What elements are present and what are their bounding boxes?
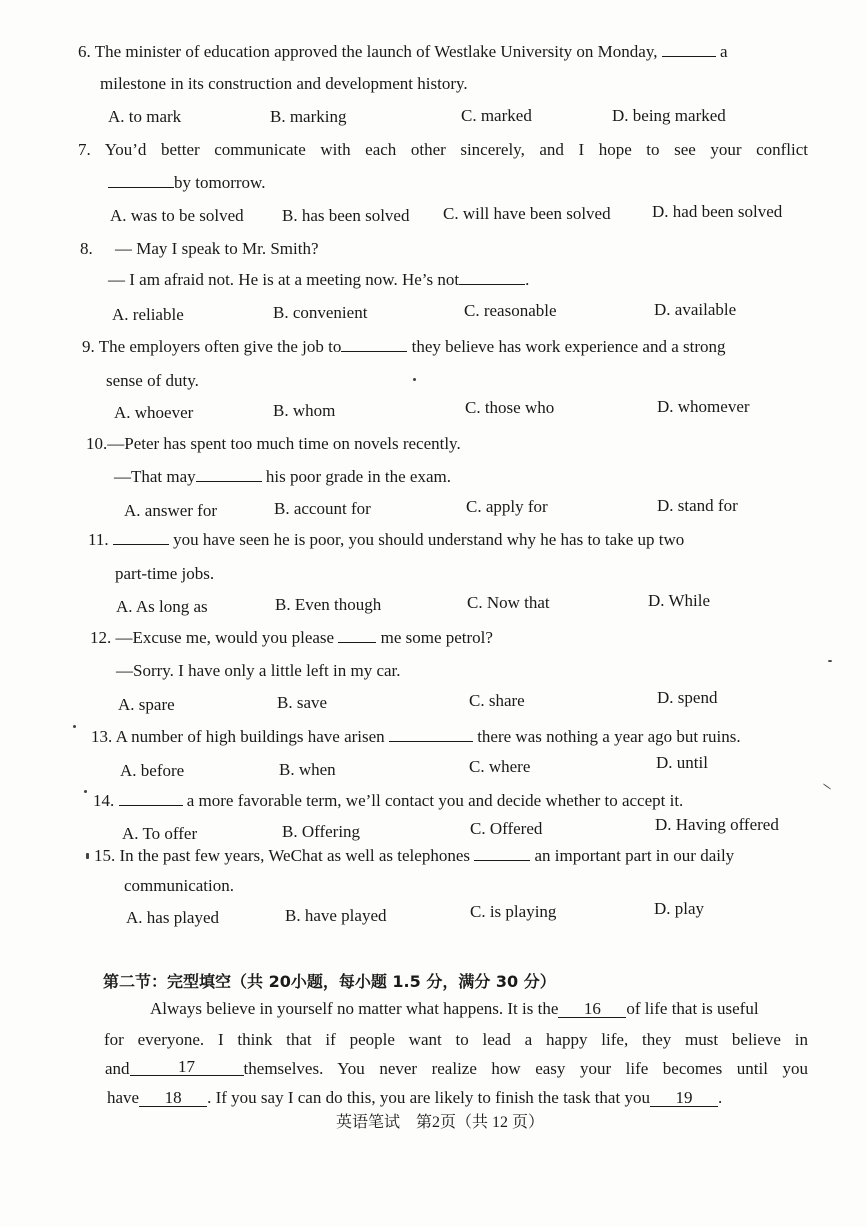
option-c: C. marked <box>461 106 532 125</box>
question-9-line-1 <box>82 337 726 357</box>
option-d: D. stand for <box>657 496 738 515</box>
question-stem: by tomorrow. <box>174 173 266 192</box>
option-d: D. Having offered <box>655 815 779 834</box>
answer-blank <box>108 173 174 188</box>
option-d: D. While <box>648 591 711 610</box>
option-d: D. being marked <box>612 106 726 125</box>
cloze-line-4 <box>107 1088 722 1108</box>
cloze-text: of life that is useful <box>626 999 759 1018</box>
cloze-blank-16: 16 <box>558 1001 626 1018</box>
question-6-line-1 <box>78 42 728 62</box>
cloze-line-1 <box>150 999 759 1019</box>
option-a: A. reliable <box>112 305 184 324</box>
option-a: A. to mark <box>108 107 182 126</box>
cloze-blank-17: 17 <box>130 1059 244 1076</box>
question-number: 7. <box>78 140 91 159</box>
punctuation: . <box>525 270 530 289</box>
option-a: A. was to be solved <box>110 206 244 225</box>
question-13-line-1 <box>91 727 741 747</box>
option-a: A. before <box>120 761 185 780</box>
question-11-line-1 <box>88 530 684 550</box>
scan-speck <box>86 853 89 859</box>
cloze-text: themselves. You never realize how easy your life becomes until you <box>243 1059 808 1078</box>
question-stem: they believe has work experience and a strong <box>411 337 726 356</box>
question-11-line-2: part-time jobs. <box>115 564 215 583</box>
question-number: 10. <box>86 434 108 453</box>
cloze-blank-18: 18 <box>139 1090 207 1107</box>
question-stem: —Peter has spent too much time on novels recently. <box>107 434 461 453</box>
answer-blank <box>474 846 530 861</box>
option-b: B. save <box>277 693 328 712</box>
question-10-line-1 <box>86 434 461 454</box>
question-stem: his poor grade in the exam. <box>265 467 451 486</box>
option-c: C. will have been solved <box>443 204 611 223</box>
question-number: 11. <box>88 530 109 549</box>
question-7-line-1 <box>78 140 808 160</box>
question-stem: — May I speak to Mr. Smith? <box>115 239 319 258</box>
option-a: A. To offer <box>122 824 198 843</box>
question-number: 14. <box>93 791 115 810</box>
cloze-text: have <box>107 1088 140 1107</box>
question-stem: The minister of education approved the launch of Westlake University on Monday, <box>94 42 658 61</box>
question-15-line-1 <box>94 846 734 866</box>
cloze-line-3 <box>105 1059 808 1079</box>
option-d: D. whomever <box>657 397 750 416</box>
page-footer: 英语笔试 第2页（共 12 页） <box>336 1114 545 1131</box>
scan-speck <box>828 660 832 662</box>
answer-blank <box>389 727 473 742</box>
question-14-line-1 <box>93 791 683 811</box>
question-8-line-1 <box>80 239 319 259</box>
question-stem: —That may <box>114 467 196 486</box>
option-c: C. reasonable <box>464 301 557 320</box>
question-stem: a more favorable term, we’ll contact you and decide whether to accept it. <box>186 791 684 810</box>
option-c: C. share <box>469 691 525 710</box>
option-b: B. have played <box>285 906 387 925</box>
cloze-text: . If you say I can do this, you are likely to finish the task that you <box>207 1088 650 1107</box>
answer-blank <box>338 628 376 643</box>
punctuation: . <box>717 1088 723 1107</box>
question-stem: A number of high buildings have arisen <box>115 727 385 746</box>
option-b: B. when <box>279 760 336 779</box>
question-stem: — I am afraid not. He is at a meeting now. He’s not <box>108 270 460 289</box>
answer-blank <box>662 42 716 57</box>
question-stem: there was nothing a year ago but ruins. <box>477 727 741 746</box>
cloze-text: and <box>105 1059 130 1078</box>
option-d: D. had been solved <box>652 202 783 221</box>
answer-blank <box>341 337 407 352</box>
cloze-text: Always believe in yourself no matter what happens. It is the <box>150 999 559 1018</box>
option-b: B. has been solved <box>282 206 410 225</box>
option-b: B. Offering <box>282 822 361 841</box>
answer-blank <box>196 467 262 482</box>
option-a: A. whoever <box>114 403 194 422</box>
option-b: B. convenient <box>273 303 368 322</box>
question-12-line-1 <box>90 628 493 648</box>
option-a: A. spare <box>118 695 175 714</box>
scan-speck <box>823 783 832 790</box>
option-d: D. spend <box>657 688 718 707</box>
option-d: D. available <box>654 300 737 319</box>
option-d: D. play <box>654 899 705 918</box>
option-b: B. account for <box>274 499 371 518</box>
option-a: A. has played <box>126 908 220 927</box>
answer-blank <box>113 530 169 545</box>
question-stem: a <box>720 42 728 61</box>
question-number: 9. <box>82 337 95 356</box>
question-number: 8. <box>80 239 93 258</box>
option-c: C. Offered <box>470 819 543 838</box>
option-c: C. where <box>469 757 531 776</box>
question-6-line-2: milestone in its construction and development history. <box>100 74 468 93</box>
option-c: C. is playing <box>470 902 557 921</box>
question-number: 15. <box>94 846 116 865</box>
option-a: A. As long as <box>116 597 208 616</box>
question-9-line-2: sense of duty. <box>106 371 199 390</box>
cloze-blank-19: 19 <box>650 1090 718 1107</box>
question-stem: you have seen he is poor, you should understand why he has to take up two <box>173 530 685 549</box>
answer-blank <box>119 791 183 806</box>
option-c: C. apply for <box>466 497 548 516</box>
question-stem: me some petrol? <box>380 628 493 647</box>
question-stem: —Excuse me, would you please <box>115 628 335 647</box>
section-title: 第二节：完型填空（共 20小题，每小题 1.5 分，满分 30 分） <box>103 972 556 991</box>
scan-speck <box>413 378 416 381</box>
question-15-line-2: communication. <box>124 876 235 895</box>
option-a: A. answer for <box>124 501 217 520</box>
question-number: 13. <box>91 727 113 746</box>
question-stem: an important part in our daily <box>534 846 735 865</box>
question-stem: You’d better communicate with each other sincerely, and I hope to see your conflict <box>104 140 808 159</box>
question-number: 12. <box>90 628 112 647</box>
question-12-line-2: —Sorry. I have only a little left in my car. <box>116 661 401 680</box>
answer-blank <box>459 270 525 285</box>
option-b: B. Even though <box>275 595 382 614</box>
question-stem: In the past few years, WeChat as well as telephones <box>119 846 470 865</box>
question-stem: The employers often give the job to <box>98 337 342 356</box>
option-d: D. until <box>656 753 708 772</box>
scan-speck <box>84 790 87 793</box>
option-c: C. those who <box>465 398 555 417</box>
question-10-line-2 <box>114 467 451 487</box>
option-b: B. marking <box>270 107 347 126</box>
question-8-line-2 <box>108 270 529 290</box>
scan-speck <box>73 725 76 728</box>
question-7-line-2 <box>108 173 265 193</box>
question-number: 6. <box>78 42 91 61</box>
option-b: B. whom <box>273 401 336 420</box>
option-c: C. Now that <box>467 593 550 612</box>
cloze-line-2: for everyone. I think that if people want to lead a happy life, they must believe in <box>104 1030 808 1049</box>
